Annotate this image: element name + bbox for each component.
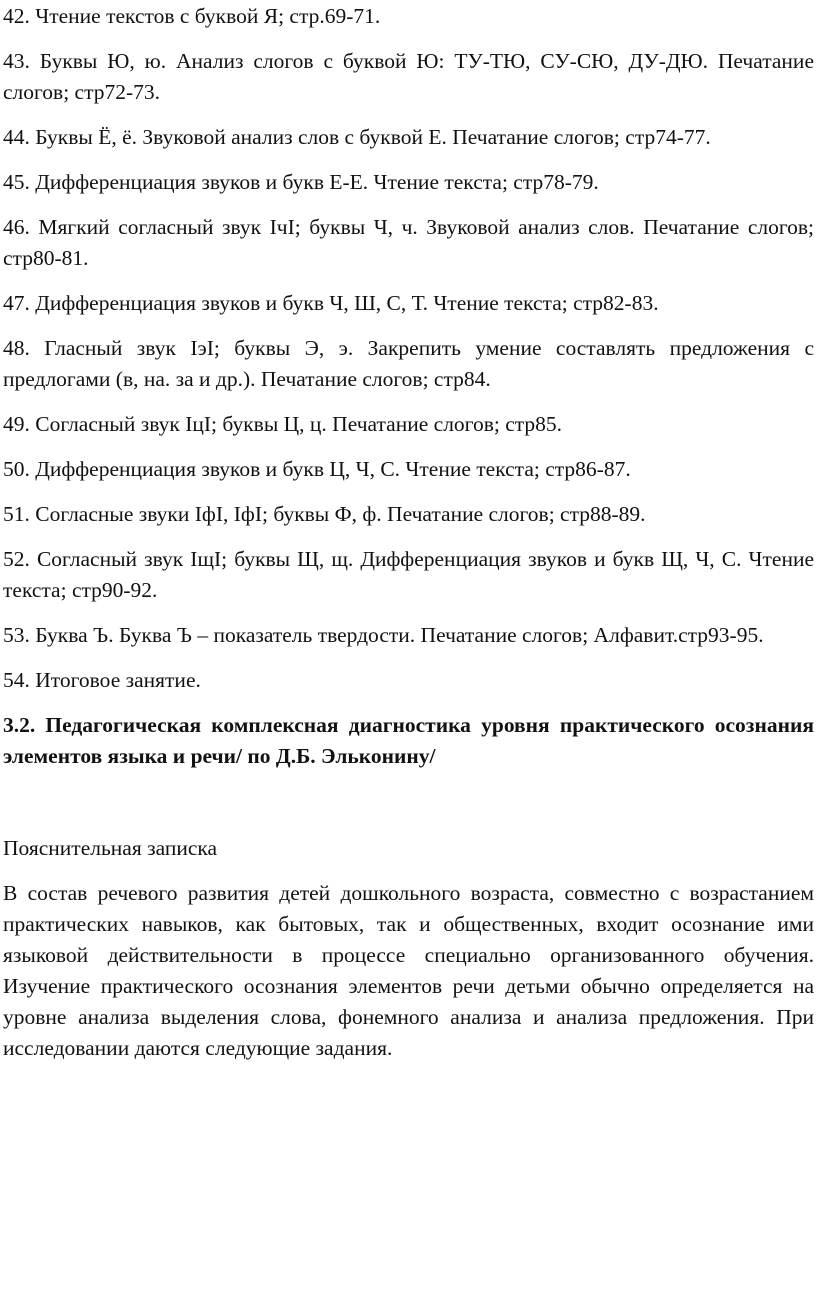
body-paragraph: В состав речевого развития детей дошкольного возраста, совместно с возрастанием практических навыков, как бытовых, так и общественных, входит осознание ими языковой действительности в процессе специально организованного обучения. Изучение практического осознания элементов речи детьми обычно определяется на уровне анализа выделения слова, фонемного анализа и анализа предложения. При исследовании даются следующие задания.	[3, 881, 814, 1060]
lesson-item-49: 49. Согласный звук IцI; буквы Ц, ц. Печатание слогов; стр85.	[3, 412, 563, 436]
lesson-item-43: 43. Буквы Ю, ю. Анализ слогов с буквой Ю: ТУ-ТЮ, СУ-СЮ, ДУ-ДЮ. Печатание слогов; стр72-73.	[3, 49, 814, 104]
lesson-item-45: 45. Дифференциация звуков и букв Е-Е. Чтение текста; стр78-79.	[3, 170, 599, 194]
lesson-item-44: 44. Буквы Ё, ё. Звуковой анализ слов с буквой Е. Печатание слогов; стр74-77.	[3, 125, 711, 149]
lesson-item-51: 51. Согласные звуки IфI, IфI; буквы Ф, ф. Печатание слогов; стр88-89.	[3, 502, 646, 526]
lesson-item-47: 47. Дифференциация звуков и букв Ч, Ш, С, Т. Чтение текста; стр82-83.	[3, 291, 659, 315]
spacer	[3, 786, 814, 833]
lesson-item-54: 54. Итоговое занятие.	[3, 668, 201, 692]
lesson-item-42: 42. Чтение текстов с буквой Я; стр.69-71.	[3, 4, 381, 28]
explanatory-note-title: Пояснительная записка	[3, 836, 218, 860]
lesson-item-50: 50. Дифференциация звуков и букв Ц, Ч, С. Чтение текста; стр86-87.	[3, 457, 631, 481]
lesson-item-52: 52. Согласный звук IщI; буквы Щ, щ. Дифференциация звуков и букв Щ, Ч, С. Чтение текста; стр90-92.	[3, 547, 814, 602]
lesson-item-48: 48. Гласный звук IэI; буквы Э, э. Закрепить умение составлять предложения с предлогами (в, на. за и др.). Печатание слогов; стр84.	[3, 336, 814, 391]
section-heading: 3.2. Педагогическая комплексная диагностика уровня практического осознания элементов языка и речи/ по Д.Б. Эльконину/	[3, 713, 814, 768]
lesson-item-53: 53. Буква Ъ. Буква Ъ – показатель твердости. Печатание слогов; Алфавит.стр93-95.	[3, 623, 764, 647]
lesson-item-46: 46. Мягкий согласный звук IчI; буквы Ч, ч. Звуковой анализ слов. Печатание слогов; стр80-81.	[3, 215, 814, 270]
